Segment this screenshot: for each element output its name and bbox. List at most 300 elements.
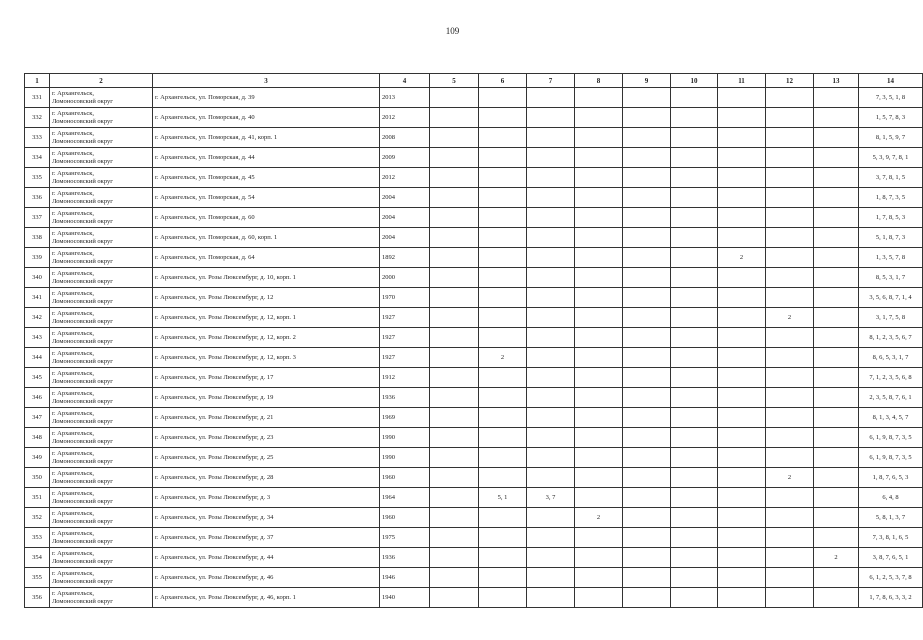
column-7-cell xyxy=(527,368,575,388)
column-5-cell xyxy=(430,528,479,548)
district-cell: г. Архангельск, Ломоносовский округ xyxy=(50,588,153,608)
column-5-cell xyxy=(430,248,479,268)
column-9-cell xyxy=(623,528,671,548)
column-13-cell xyxy=(814,488,859,508)
column-12-cell xyxy=(766,408,814,428)
column-14-cell: 5, 3, 9, 7, 8, 1 xyxy=(859,148,923,168)
year-cell: 1990 xyxy=(380,448,430,468)
column-11-cell xyxy=(718,548,766,568)
year-cell: 2004 xyxy=(380,208,430,228)
column-14-cell: 1, 3, 5, 7, 8 xyxy=(859,248,923,268)
year-cell: 1927 xyxy=(380,348,430,368)
column-9-cell xyxy=(623,488,671,508)
column-14-cell: 1, 8, 7, 6, 5, 3 xyxy=(859,468,923,488)
column-10-cell xyxy=(671,88,718,108)
column-6-cell xyxy=(479,548,527,568)
column-header: 5 xyxy=(430,74,479,88)
column-11-cell xyxy=(718,428,766,448)
column-9-cell xyxy=(623,208,671,228)
column-8-cell xyxy=(575,88,623,108)
column-12-cell xyxy=(766,128,814,148)
column-10-cell xyxy=(671,568,718,588)
column-9-cell xyxy=(623,468,671,488)
address-cell: г. Архангельск, ул. Розы Люксембург, д. 3 xyxy=(153,488,380,508)
column-7-cell xyxy=(527,268,575,288)
table-row xyxy=(25,208,923,228)
column-5-cell xyxy=(430,388,479,408)
column-7-cell: 3, 7 xyxy=(527,488,575,508)
column-10-cell xyxy=(671,448,718,468)
column-5-cell xyxy=(430,108,479,128)
column-13-cell xyxy=(814,248,859,268)
year-cell: 1927 xyxy=(380,328,430,348)
column-8-cell xyxy=(575,588,623,608)
column-6-cell xyxy=(479,528,527,548)
row-number-cell: 344 xyxy=(25,348,50,368)
table-row xyxy=(25,448,923,468)
address-cell: г. Архангельск, ул. Розы Люксембург, д. 19 xyxy=(153,388,380,408)
row-number-cell: 346 xyxy=(25,388,50,408)
column-8-cell xyxy=(575,548,623,568)
row-number-cell: 338 xyxy=(25,228,50,248)
column-13-cell: 2 xyxy=(814,548,859,568)
district-cell: г. Архангельск, Ломоносовский округ xyxy=(50,208,153,228)
table-row xyxy=(25,228,923,248)
column-7-cell xyxy=(527,588,575,608)
column-11-cell xyxy=(718,448,766,468)
column-11-cell xyxy=(718,328,766,348)
row-number-cell: 337 xyxy=(25,208,50,228)
row-number-cell: 339 xyxy=(25,248,50,268)
column-12-cell xyxy=(766,388,814,408)
address-cell: г. Архангельск, ул. Розы Люксембург, д. 25 xyxy=(153,448,380,468)
year-cell: 1912 xyxy=(380,368,430,388)
column-10-cell xyxy=(671,268,718,288)
column-5-cell xyxy=(430,148,479,168)
column-7-cell xyxy=(527,308,575,328)
column-10-cell xyxy=(671,228,718,248)
row-number-cell: 355 xyxy=(25,568,50,588)
column-header: 2 xyxy=(50,74,153,88)
district-cell: г. Архангельск, Ломоносовский округ xyxy=(50,328,153,348)
column-5-cell xyxy=(430,348,479,368)
column-6-cell xyxy=(479,268,527,288)
column-9-cell xyxy=(623,408,671,428)
column-13-cell xyxy=(814,588,859,608)
column-7-cell xyxy=(527,388,575,408)
column-6-cell xyxy=(479,208,527,228)
district-cell: г. Архангельск, Ломоносовский округ xyxy=(50,488,153,508)
table-row xyxy=(25,168,923,188)
column-6-cell xyxy=(479,108,527,128)
column-10-cell xyxy=(671,208,718,228)
column-14-cell: 3, 5, 6, 8, 7, 1, 4 xyxy=(859,288,923,308)
row-number-cell: 340 xyxy=(25,268,50,288)
column-12-cell xyxy=(766,548,814,568)
column-11-cell xyxy=(718,128,766,148)
column-13-cell xyxy=(814,208,859,228)
row-number-cell: 348 xyxy=(25,428,50,448)
column-9-cell xyxy=(623,388,671,408)
column-8-cell xyxy=(575,348,623,368)
column-12-cell xyxy=(766,188,814,208)
column-14-cell: 6, 4, 8 xyxy=(859,488,923,508)
column-6-cell xyxy=(479,288,527,308)
column-10-cell xyxy=(671,368,718,388)
year-cell: 2004 xyxy=(380,188,430,208)
row-number-cell: 354 xyxy=(25,548,50,568)
column-14-cell: 5, 1, 8, 7, 3 xyxy=(859,228,923,248)
table-row xyxy=(25,288,923,308)
address-cell: г. Архангельск, ул. Розы Люксембург, д. 23 xyxy=(153,428,380,448)
column-5-cell xyxy=(430,368,479,388)
year-cell: 1892 xyxy=(380,248,430,268)
table-row xyxy=(25,148,923,168)
district-cell: г. Архангельск, Ломоносовский округ xyxy=(50,108,153,128)
column-11-cell xyxy=(718,268,766,288)
address-cell: г. Архангельск, ул. Розы Люксембург, д. 10, корп. 1 xyxy=(153,268,380,288)
column-14-cell: 6, 1, 9, 8, 7, 3, 5 xyxy=(859,448,923,468)
column-12-cell xyxy=(766,148,814,168)
column-9-cell xyxy=(623,588,671,608)
year-cell: 1964 xyxy=(380,488,430,508)
address-cell: г. Архангельск, ул. Поморская, д. 44 xyxy=(153,148,380,168)
column-5-cell xyxy=(430,408,479,428)
column-11-cell xyxy=(718,368,766,388)
page-number: 109 xyxy=(445,26,460,36)
column-7-cell xyxy=(527,288,575,308)
district-cell: г. Архангельск, Ломоносовский округ xyxy=(50,548,153,568)
column-8-cell xyxy=(575,108,623,128)
column-14-cell: 3, 8, 7, 6, 5, 1 xyxy=(859,548,923,568)
column-14-cell: 8, 5, 3, 1, 7 xyxy=(859,268,923,288)
column-8-cell xyxy=(575,208,623,228)
year-cell: 1936 xyxy=(380,548,430,568)
row-number-cell: 351 xyxy=(25,488,50,508)
column-5-cell xyxy=(430,308,479,328)
column-13-cell xyxy=(814,288,859,308)
column-5-cell xyxy=(430,288,479,308)
column-7-cell xyxy=(527,88,575,108)
column-header: 10 xyxy=(671,74,718,88)
column-5-cell xyxy=(430,468,479,488)
column-14-cell: 3, 7, 8, 1, 5 xyxy=(859,168,923,188)
column-7-cell xyxy=(527,248,575,268)
column-11-cell xyxy=(718,388,766,408)
column-8-cell xyxy=(575,568,623,588)
column-8-cell xyxy=(575,388,623,408)
column-10-cell xyxy=(671,148,718,168)
column-5-cell xyxy=(430,488,479,508)
column-7-cell xyxy=(527,408,575,428)
row-number-cell: 336 xyxy=(25,188,50,208)
column-11-cell xyxy=(718,588,766,608)
column-14-cell: 8, 1, 2, 3, 5, 6, 7 xyxy=(859,328,923,348)
column-6-cell xyxy=(479,188,527,208)
column-5-cell xyxy=(430,208,479,228)
district-cell: г. Архангельск, Ломоносовский округ xyxy=(50,368,153,388)
column-10-cell xyxy=(671,388,718,408)
district-cell: г. Архангельск, Ломоносовский округ xyxy=(50,508,153,528)
column-5-cell xyxy=(430,268,479,288)
column-header: 11 xyxy=(718,74,766,88)
address-cell: г. Архангельск, ул. Розы Люксембург, д. 44 xyxy=(153,548,380,568)
column-13-cell xyxy=(814,268,859,288)
table-row xyxy=(25,408,923,428)
table-row xyxy=(25,88,923,108)
column-13-cell xyxy=(814,508,859,528)
address-cell: г. Архангельск, ул. Розы Люксембург, д. 12, корп. 2 xyxy=(153,328,380,348)
district-cell: г. Архангельск, Ломоносовский округ xyxy=(50,528,153,548)
column-13-cell xyxy=(814,128,859,148)
table-row xyxy=(25,568,923,588)
column-6-cell xyxy=(479,388,527,408)
column-14-cell: 3, 1, 7, 5, 8 xyxy=(859,308,923,328)
column-12-cell xyxy=(766,488,814,508)
year-cell: 1960 xyxy=(380,508,430,528)
row-number-cell: 342 xyxy=(25,308,50,328)
column-10-cell xyxy=(671,408,718,428)
column-5-cell xyxy=(430,328,479,348)
column-8-cell xyxy=(575,308,623,328)
column-5-cell xyxy=(430,168,479,188)
column-header: 6 xyxy=(479,74,527,88)
district-cell: г. Архангельск, Ломоносовский округ xyxy=(50,128,153,148)
column-7-cell xyxy=(527,448,575,468)
column-8-cell xyxy=(575,188,623,208)
district-cell: г. Архангельск, Ломоносовский округ xyxy=(50,468,153,488)
column-header: 14 xyxy=(859,74,923,88)
column-9-cell xyxy=(623,228,671,248)
column-9-cell xyxy=(623,428,671,448)
table-row xyxy=(25,268,923,288)
address-cell: г. Архангельск, ул. Поморская, д. 41, корп. 1 xyxy=(153,128,380,148)
column-9-cell xyxy=(623,148,671,168)
district-cell: г. Архангельск, Ломоносовский округ xyxy=(50,408,153,428)
column-14-cell: 1, 8, 7, 3, 5 xyxy=(859,188,923,208)
column-12-cell xyxy=(766,568,814,588)
year-cell: 2004 xyxy=(380,228,430,248)
column-13-cell xyxy=(814,228,859,248)
column-10-cell xyxy=(671,128,718,148)
table-row xyxy=(25,588,923,608)
column-13-cell xyxy=(814,528,859,548)
column-12-cell xyxy=(766,108,814,128)
year-cell: 1960 xyxy=(380,468,430,488)
column-12-cell xyxy=(766,328,814,348)
column-9-cell xyxy=(623,168,671,188)
table-row xyxy=(25,328,923,348)
district-cell: г. Архангельск, Ломоносовский округ xyxy=(50,568,153,588)
column-6-cell xyxy=(479,428,527,448)
column-6-cell xyxy=(479,148,527,168)
address-cell: г. Архангельск, ул. Розы Люксембург, д. 46, корп. 1 xyxy=(153,588,380,608)
column-10-cell xyxy=(671,248,718,268)
year-cell: 2013 xyxy=(380,88,430,108)
column-11-cell xyxy=(718,228,766,248)
column-12-cell xyxy=(766,268,814,288)
column-13-cell xyxy=(814,388,859,408)
column-12-cell xyxy=(766,588,814,608)
column-10-cell xyxy=(671,548,718,568)
column-5-cell xyxy=(430,448,479,468)
year-cell: 1970 xyxy=(380,288,430,308)
column-header: 1 xyxy=(25,74,50,88)
table-body xyxy=(25,88,923,608)
column-9-cell xyxy=(623,128,671,148)
column-11-cell xyxy=(718,88,766,108)
table-row xyxy=(25,368,923,388)
column-6-cell xyxy=(479,468,527,488)
row-number-cell: 349 xyxy=(25,448,50,468)
column-13-cell xyxy=(814,188,859,208)
column-5-cell xyxy=(430,188,479,208)
column-9-cell xyxy=(623,328,671,348)
column-14-cell: 6, 1, 2, 5, 3, 7, 8 xyxy=(859,568,923,588)
year-cell: 1936 xyxy=(380,388,430,408)
column-8-cell xyxy=(575,448,623,468)
address-cell: г. Архангельск, ул. Поморская, д. 60, корп. 1 xyxy=(153,228,380,248)
column-12-cell xyxy=(766,168,814,188)
column-8-cell xyxy=(575,328,623,348)
table-row xyxy=(25,128,923,148)
column-8-cell xyxy=(575,468,623,488)
column-13-cell xyxy=(814,348,859,368)
address-cell: г. Архангельск, ул. Поморская, д. 60 xyxy=(153,208,380,228)
column-5-cell xyxy=(430,88,479,108)
district-cell: г. Архангельск, Ломоносовский округ xyxy=(50,448,153,468)
year-cell: 2009 xyxy=(380,148,430,168)
address-cell: г. Архангельск, ул. Розы Люксембург, д. 37 xyxy=(153,528,380,548)
column-10-cell xyxy=(671,588,718,608)
column-12-cell xyxy=(766,88,814,108)
column-7-cell xyxy=(527,568,575,588)
column-12-cell xyxy=(766,528,814,548)
column-6-cell xyxy=(479,588,527,608)
year-cell: 1940 xyxy=(380,588,430,608)
column-14-cell: 7, 3, 5, 1, 8 xyxy=(859,88,923,108)
row-number-cell: 332 xyxy=(25,108,50,128)
column-5-cell xyxy=(430,128,479,148)
column-6-cell xyxy=(479,308,527,328)
column-6-cell xyxy=(479,408,527,428)
column-8-cell xyxy=(575,168,623,188)
column-11-cell: 2 xyxy=(718,248,766,268)
district-cell: г. Архангельск, Ломоносовский округ xyxy=(50,428,153,448)
column-5-cell xyxy=(430,508,479,528)
column-5-cell xyxy=(430,568,479,588)
column-14-cell: 1, 7, 8, 5, 3 xyxy=(859,208,923,228)
year-cell: 1927 xyxy=(380,308,430,328)
district-cell: г. Архангельск, Ломоносовский округ xyxy=(50,268,153,288)
address-cell: г. Архангельск, ул. Поморская, д. 39 xyxy=(153,88,380,108)
column-8-cell xyxy=(575,228,623,248)
housing-registry-table xyxy=(24,73,923,608)
column-13-cell xyxy=(814,568,859,588)
column-8-cell xyxy=(575,408,623,428)
column-9-cell xyxy=(623,188,671,208)
column-9-cell xyxy=(623,348,671,368)
column-11-cell xyxy=(718,168,766,188)
table-row xyxy=(25,488,923,508)
column-9-cell xyxy=(623,568,671,588)
column-header: 12 xyxy=(766,74,814,88)
column-6-cell xyxy=(479,128,527,148)
address-cell: г. Архангельск, ул. Поморская, д. 54 xyxy=(153,188,380,208)
column-8-cell xyxy=(575,148,623,168)
row-number-cell: 352 xyxy=(25,508,50,528)
column-12-cell xyxy=(766,428,814,448)
district-cell: г. Архангельск, Ломоносовский округ xyxy=(50,88,153,108)
table-row xyxy=(25,108,923,128)
column-8-cell xyxy=(575,288,623,308)
district-cell: г. Архангельск, Ломоносовский округ xyxy=(50,308,153,328)
column-11-cell xyxy=(718,408,766,428)
column-10-cell xyxy=(671,488,718,508)
column-11-cell xyxy=(718,288,766,308)
column-5-cell xyxy=(430,588,479,608)
column-13-cell xyxy=(814,468,859,488)
column-5-cell xyxy=(430,228,479,248)
column-11-cell xyxy=(718,208,766,228)
row-number-cell: 335 xyxy=(25,168,50,188)
column-13-cell xyxy=(814,148,859,168)
column-7-cell xyxy=(527,508,575,528)
column-8-cell xyxy=(575,128,623,148)
district-cell: г. Архангельск, Ломоносовский округ xyxy=(50,168,153,188)
district-cell: г. Архангельск, Ломоносовский округ xyxy=(50,228,153,248)
column-11-cell xyxy=(718,468,766,488)
column-6-cell xyxy=(479,248,527,268)
column-12-cell xyxy=(766,448,814,468)
column-11-cell xyxy=(718,528,766,548)
column-10-cell xyxy=(671,468,718,488)
column-7-cell xyxy=(527,468,575,488)
column-6-cell xyxy=(479,568,527,588)
column-7-cell xyxy=(527,348,575,368)
table-row xyxy=(25,348,923,368)
row-number-cell: 331 xyxy=(25,88,50,108)
row-number-cell: 356 xyxy=(25,588,50,608)
column-14-cell: 6, 1, 9, 8, 7, 3, 5 xyxy=(859,428,923,448)
column-7-cell xyxy=(527,328,575,348)
table-header-row xyxy=(25,74,923,88)
column-11-cell xyxy=(718,348,766,368)
column-header: 3 xyxy=(153,74,380,88)
table-row xyxy=(25,508,923,528)
address-cell: г. Архангельск, ул. Розы Люксембург, д. 17 xyxy=(153,368,380,388)
column-12-cell xyxy=(766,508,814,528)
column-header: 8 xyxy=(575,74,623,88)
row-number-cell: 334 xyxy=(25,148,50,168)
column-7-cell xyxy=(527,168,575,188)
column-7-cell xyxy=(527,188,575,208)
column-header: 9 xyxy=(623,74,671,88)
column-7-cell xyxy=(527,228,575,248)
column-7-cell xyxy=(527,108,575,128)
column-9-cell xyxy=(623,508,671,528)
address-cell: г. Архангельск, ул. Розы Люксембург, д. 12, корп. 3 xyxy=(153,348,380,368)
column-13-cell xyxy=(814,88,859,108)
column-6-cell: 5, 1 xyxy=(479,488,527,508)
column-9-cell xyxy=(623,88,671,108)
address-cell: г. Архангельск, ул. Поморская, д. 45 xyxy=(153,168,380,188)
address-cell: г. Архангельск, ул. Поморская, д. 40 xyxy=(153,108,380,128)
column-8-cell xyxy=(575,268,623,288)
column-13-cell xyxy=(814,308,859,328)
column-7-cell xyxy=(527,208,575,228)
column-14-cell: 8, 6, 5, 3, 1, 7 xyxy=(859,348,923,368)
